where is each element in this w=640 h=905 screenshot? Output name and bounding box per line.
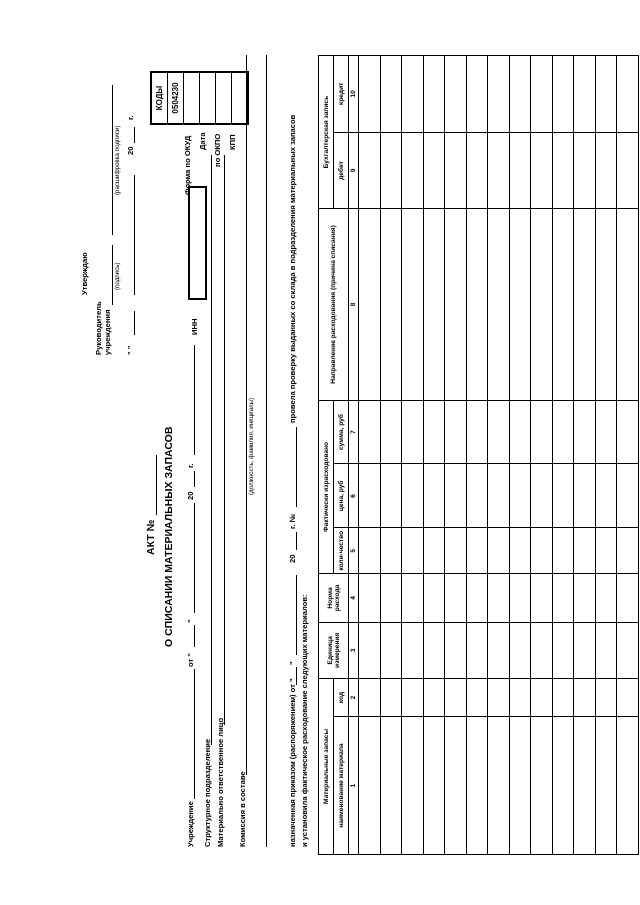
table-cell[interactable] <box>617 132 639 209</box>
date-year-line <box>194 471 195 487</box>
table-cell[interactable] <box>402 622 424 678</box>
approval-head-label2: учреждения <box>103 309 112 355</box>
table-row <box>359 56 381 855</box>
table-cell[interactable] <box>509 209 531 400</box>
approval-head-label: Руководитель <box>94 301 103 355</box>
table-cell[interactable] <box>552 574 574 623</box>
table-cell[interactable] <box>380 132 402 209</box>
table-cell[interactable] <box>552 678 574 716</box>
table-cell[interactable] <box>552 717 574 855</box>
approval-date-prefix: " " <box>126 345 135 355</box>
table-cell[interactable] <box>402 132 424 209</box>
table-cell[interactable] <box>488 574 510 623</box>
table-cell[interactable] <box>445 209 467 400</box>
table-cell[interactable] <box>402 209 424 400</box>
okpo-value-cell[interactable] <box>200 73 216 123</box>
table-cell[interactable] <box>574 209 596 400</box>
table-cell[interactable] <box>552 528 574 574</box>
table-cell[interactable] <box>574 717 596 855</box>
col-qty-header: коли-чество <box>334 528 349 574</box>
table-cell[interactable] <box>531 209 553 400</box>
approval-year-line <box>134 127 135 143</box>
table-row <box>380 56 402 855</box>
date-label: Дата <box>198 132 207 150</box>
date-day-line <box>194 625 195 647</box>
table-cell[interactable] <box>423 717 445 855</box>
col-name-header: наименование материала <box>334 717 349 855</box>
table-cell[interactable] <box>595 209 617 400</box>
table-cell[interactable] <box>466 132 488 209</box>
col-unit-header: Единица измерения <box>319 622 349 678</box>
table-cell[interactable] <box>552 56 574 133</box>
table-cell[interactable] <box>380 56 402 133</box>
table-cell[interactable] <box>380 574 402 623</box>
inn-label: ИНН <box>190 318 199 335</box>
codes-box <box>150 71 249 125</box>
kpp-value-cell[interactable] <box>216 73 232 123</box>
table-cell[interactable] <box>380 209 402 400</box>
table-row <box>595 56 617 855</box>
table-cell[interactable] <box>488 528 510 574</box>
group-materials-header: Материальные запасы <box>319 678 334 854</box>
kpp-label: КПП <box>228 134 237 150</box>
table-cell[interactable] <box>574 622 596 678</box>
responsible-line <box>224 155 225 725</box>
appointed-no: г. № <box>288 513 297 529</box>
col-number: 9 <box>349 132 359 209</box>
appointed-year: 20 <box>288 554 297 563</box>
table-cell[interactable] <box>617 56 639 133</box>
table-cell[interactable] <box>552 464 574 528</box>
table-cell[interactable] <box>380 717 402 855</box>
page-title: О СПИСАНИИ МАТЕРИАЛЬНЫХ ЗАПАСОВ <box>163 426 175 647</box>
table-cell[interactable] <box>423 574 445 623</box>
table-cell[interactable] <box>466 400 488 464</box>
table-cell[interactable] <box>359 574 381 623</box>
table-cell[interactable] <box>531 56 553 133</box>
table-cell[interactable] <box>488 678 510 716</box>
table-cell[interactable] <box>509 622 531 678</box>
table-cell[interactable] <box>574 528 596 574</box>
approval-month-line <box>134 175 135 295</box>
blank-code-cell[interactable] <box>232 73 247 123</box>
table-row <box>488 56 510 855</box>
subdivision-label: Структурное подразделение <box>203 738 212 847</box>
table-cell[interactable] <box>402 528 424 574</box>
table-cell[interactable] <box>359 209 381 400</box>
table-row <box>423 56 445 855</box>
table-cell[interactable] <box>466 464 488 528</box>
table-cell[interactable] <box>617 209 639 400</box>
table-cell[interactable] <box>595 132 617 209</box>
table-cell[interactable] <box>402 574 424 623</box>
appointed-day-line <box>296 667 297 685</box>
table-cell[interactable] <box>552 209 574 400</box>
table-cell[interactable] <box>466 574 488 623</box>
institution-label: Учреждение <box>186 801 195 847</box>
table-cell[interactable] <box>531 574 553 623</box>
col-number: 3 <box>349 622 359 678</box>
table-cell[interactable] <box>595 622 617 678</box>
table-cell[interactable] <box>509 678 531 716</box>
table-cell[interactable] <box>359 132 381 209</box>
commission-caption: (должность, фамилия, инициалы) <box>248 397 255 495</box>
table-cell[interactable] <box>359 400 381 464</box>
col-number: 7 <box>349 400 359 464</box>
table-cell[interactable] <box>531 622 553 678</box>
table-cell[interactable] <box>617 622 639 678</box>
table-cell[interactable] <box>380 622 402 678</box>
decoding-caption: (расшифровка подписи) <box>114 125 121 195</box>
established-text: и установила фактическое расходование следующих материалов: <box>300 594 309 847</box>
approval-label: Утверждаю <box>80 252 89 295</box>
table-cell[interactable] <box>509 400 531 464</box>
subdivision-line <box>211 155 212 745</box>
table-cell[interactable] <box>617 528 639 574</box>
table-cell[interactable] <box>359 56 381 133</box>
table-row <box>402 56 424 855</box>
signature-caption: (подпись) <box>114 262 121 290</box>
table-cell[interactable] <box>466 56 488 133</box>
table-cell[interactable] <box>531 528 553 574</box>
table-body <box>359 56 639 855</box>
date-quote: " <box>186 619 195 623</box>
appointed-no-line <box>296 427 297 507</box>
appointed-year-line <box>296 532 297 550</box>
table-cell[interactable] <box>423 400 445 464</box>
table-cell[interactable] <box>574 400 596 464</box>
table-row <box>445 56 467 855</box>
table-cell[interactable] <box>595 717 617 855</box>
table-cell[interactable] <box>359 717 381 855</box>
approval-day-line <box>134 311 135 335</box>
table-cell[interactable] <box>466 678 488 716</box>
table-cell[interactable] <box>402 56 424 133</box>
commission-line-1 <box>246 55 247 775</box>
group-fact-header: Фактически израсходовано <box>319 400 334 574</box>
col-sum-header: сумма, руб <box>334 400 349 464</box>
decoding-line <box>112 85 113 235</box>
table-cell[interactable] <box>359 528 381 574</box>
table-cell[interactable] <box>509 528 531 574</box>
table-cell[interactable] <box>402 400 424 464</box>
table-cell[interactable] <box>488 622 510 678</box>
table-cell[interactable] <box>531 132 553 209</box>
appointed-label: назначенная приказом (распоряжением) от " <box>288 678 297 847</box>
table-cell[interactable] <box>423 209 445 400</box>
table-cell[interactable] <box>574 464 596 528</box>
table-row <box>574 56 596 855</box>
table-cell[interactable] <box>466 528 488 574</box>
table-cell[interactable] <box>380 528 402 574</box>
table-cell[interactable] <box>574 56 596 133</box>
table-cell[interactable] <box>595 400 617 464</box>
signature-line <box>112 245 113 305</box>
col-number: 10 <box>349 56 359 133</box>
table-cell[interactable] <box>466 622 488 678</box>
col-number: 5 <box>349 528 359 574</box>
table-row <box>466 56 488 855</box>
table-cell[interactable] <box>402 464 424 528</box>
table-cell[interactable] <box>466 717 488 855</box>
table-cell[interactable] <box>617 717 639 855</box>
table-cell[interactable] <box>402 717 424 855</box>
table-cell[interactable] <box>445 132 467 209</box>
table-cell[interactable] <box>552 132 574 209</box>
col-number: 2 <box>349 678 359 716</box>
group-accounting-header: Бухгалтерская запись <box>319 56 334 209</box>
table-cell[interactable] <box>531 400 553 464</box>
table-cell[interactable] <box>466 209 488 400</box>
act-label: АКТ № <box>145 519 157 555</box>
table-cell[interactable] <box>531 678 553 716</box>
col-debit-header: дебет <box>334 132 349 209</box>
institution-line-1 <box>194 669 195 799</box>
approval-year-suffix: г. <box>126 115 135 120</box>
date-month-line <box>194 503 195 613</box>
rotated-form <box>70 55 400 895</box>
table-cell[interactable] <box>359 464 381 528</box>
col-number: 6 <box>349 464 359 528</box>
table-cell[interactable] <box>595 678 617 716</box>
col-price-header: цена, руб <box>334 464 349 528</box>
table-cell[interactable] <box>445 574 467 623</box>
table-cell[interactable] <box>423 56 445 133</box>
table-cell[interactable] <box>617 678 639 716</box>
table-cell[interactable] <box>380 464 402 528</box>
institution-line-2 <box>194 345 195 455</box>
table-cell[interactable] <box>423 528 445 574</box>
table-cell[interactable] <box>509 574 531 623</box>
table-cell[interactable] <box>445 622 467 678</box>
table-cell[interactable] <box>531 717 553 855</box>
table-cell[interactable] <box>423 132 445 209</box>
table-cell[interactable] <box>509 464 531 528</box>
table-cell[interactable] <box>359 622 381 678</box>
appointed-month-line <box>296 575 297 655</box>
table-cell[interactable] <box>531 464 553 528</box>
table-cell[interactable] <box>617 464 639 528</box>
table-cell[interactable] <box>445 56 467 133</box>
table-cell[interactable] <box>595 56 617 133</box>
table-cell[interactable] <box>509 132 531 209</box>
table-cell[interactable] <box>445 528 467 574</box>
table-row <box>617 56 639 855</box>
check-text: провела проверку выданных со склада в подразделения материальных запасов <box>288 114 297 423</box>
okud-value: 0504230 <box>168 73 184 123</box>
table-cell[interactable] <box>488 464 510 528</box>
table-row <box>552 56 574 855</box>
responsible-label: Материально ответственное лицо <box>216 717 225 847</box>
table-cell[interactable] <box>380 678 402 716</box>
commission-label: Комиссия в составе <box>238 771 247 847</box>
table-cell[interactable] <box>617 400 639 464</box>
table-cell[interactable] <box>423 622 445 678</box>
col-code-header: код <box>334 678 349 716</box>
table-cell[interactable] <box>402 678 424 716</box>
materials-table <box>318 55 639 855</box>
table-cell[interactable] <box>488 132 510 209</box>
table-cell[interactable] <box>488 56 510 133</box>
col-number: 1 <box>349 717 359 855</box>
table-cell[interactable] <box>509 56 531 133</box>
table-cell[interactable] <box>488 717 510 855</box>
table-cell[interactable] <box>445 678 467 716</box>
table-cell[interactable] <box>595 574 617 623</box>
table-cell[interactable] <box>488 400 510 464</box>
table-cell[interactable] <box>552 400 574 464</box>
act-number-line <box>156 455 157 515</box>
approval-year-prefix: 20 <box>126 146 135 155</box>
table-cell[interactable] <box>359 678 381 716</box>
table-cell[interactable] <box>488 209 510 400</box>
table-cell[interactable] <box>617 574 639 623</box>
table-row <box>509 56 531 855</box>
table-cell[interactable] <box>445 464 467 528</box>
commission-line-2 <box>266 55 267 847</box>
inn-field[interactable] <box>188 186 207 300</box>
col-credit-header: кредит <box>334 56 349 133</box>
codes-header: КОДЫ <box>152 73 168 123</box>
table-cell[interactable] <box>574 574 596 623</box>
table-cell[interactable] <box>423 464 445 528</box>
date-value-cell[interactable] <box>184 73 200 123</box>
col-direction-header: Направление расходования (причина списания) <box>319 209 349 400</box>
table-cell[interactable] <box>380 400 402 464</box>
okpo-label: по ОКПО <box>213 133 222 167</box>
date-suffix: г. <box>186 463 195 468</box>
date-from-label: от " <box>186 653 195 667</box>
col-number: 8 <box>349 209 359 400</box>
table-cell[interactable] <box>595 528 617 574</box>
table-cell[interactable] <box>595 464 617 528</box>
okud-label: Форма по ОКУД <box>183 135 192 195</box>
table-cell[interactable] <box>552 622 574 678</box>
table-cell[interactable] <box>423 678 445 716</box>
table-cell[interactable] <box>445 717 467 855</box>
table-cell[interactable] <box>445 400 467 464</box>
table-cell[interactable] <box>574 678 596 716</box>
col-number: 4 <box>349 574 359 623</box>
date-year: 20 <box>186 491 195 500</box>
table-cell[interactable] <box>574 132 596 209</box>
appointed-quote: " <box>288 661 297 665</box>
table-cell[interactable] <box>509 717 531 855</box>
col-norm-header: Норма расхода <box>319 574 349 623</box>
table-row <box>531 56 553 855</box>
